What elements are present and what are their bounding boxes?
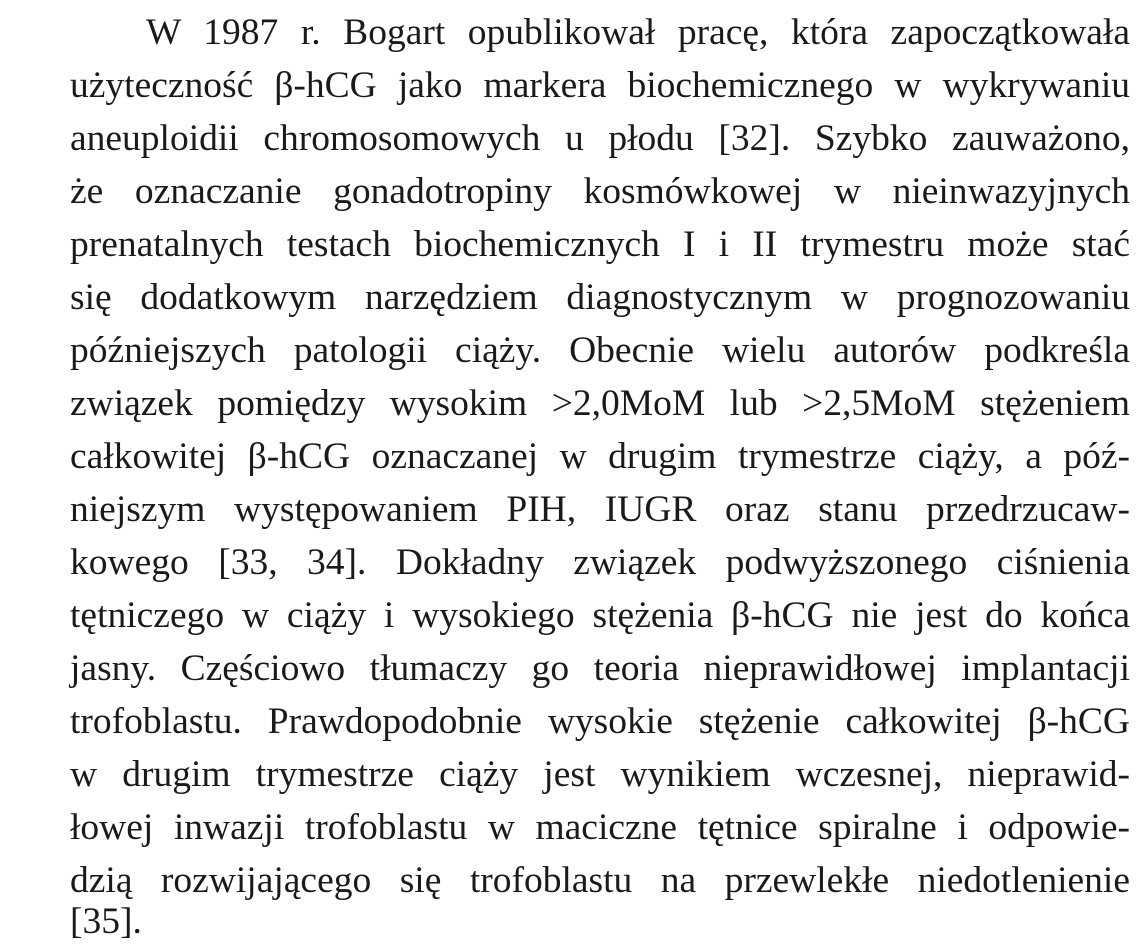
paragraph-line-17: dzią rozwijającego się trofoblastu na przewlekłe niedotlenienie [70,860,1130,901]
paragraph-line-16: łowej inwazji trofoblastu w maciczne tętnice spiralne i odpowie- [70,807,1130,848]
paragraph-line-13: jasny. Częściowo tłumaczy go teoria nieprawidłowej implantacji [70,648,1130,689]
paragraph-line-9: całkowitej β-hCG oznaczanej w drugim trymestrze ciąży, a póź- [70,436,1130,477]
paragraph-line-11: kowego [33, 34]. Dokładny związek podwyższonego ciśnienia [70,542,1130,583]
paragraph-line-3: aneuploidii chromosomowych u płodu [32]. Szybko zauważono, [70,118,1130,159]
paragraph-line-18: [35]. [70,901,142,942]
paragraph-line-1: W 1987 r. Bogart opublikował pracę, która zapoczątkowała [146,12,1130,53]
paragraph-line-2: użyteczność β-hCG jako markera biochemicznego w wykrywaniu [70,65,1130,106]
paragraph-line-5: prenatalnych testach biochemicznych I i II trymestru może stać [70,224,1130,265]
document-page [70,0,1130,941]
paragraph-line-12: tętniczego w ciąży i wysokiego stężenia β-hCG nie jest do końca [70,595,1130,636]
paragraph-line-4: że oznaczanie gonadotropiny kosmówkowej w nieinwazyjnych [70,171,1130,212]
paragraph-line-7: późniejszych patologii ciąży. Obecnie wielu autorów podkreśla [70,330,1130,371]
paragraph-line-10: niejszym występowaniem PIH, IUGR oraz stanu przedrzucaw- [70,489,1130,530]
paragraph-line-14: trofoblastu. Prawdopodobnie wysokie stężenie całkowitej β-hCG [70,701,1130,742]
paragraph-line-8: związek pomiędzy wysokim >2,0MoM lub >2,5MoM stężeniem [70,383,1130,424]
paragraph-line-6: się dodatkowym narzędziem diagnostycznym w prognozowaniu [70,277,1130,318]
paragraph-line-15: w drugim trymestrze ciąży jest wynikiem wczesnej, nieprawid- [70,754,1130,795]
